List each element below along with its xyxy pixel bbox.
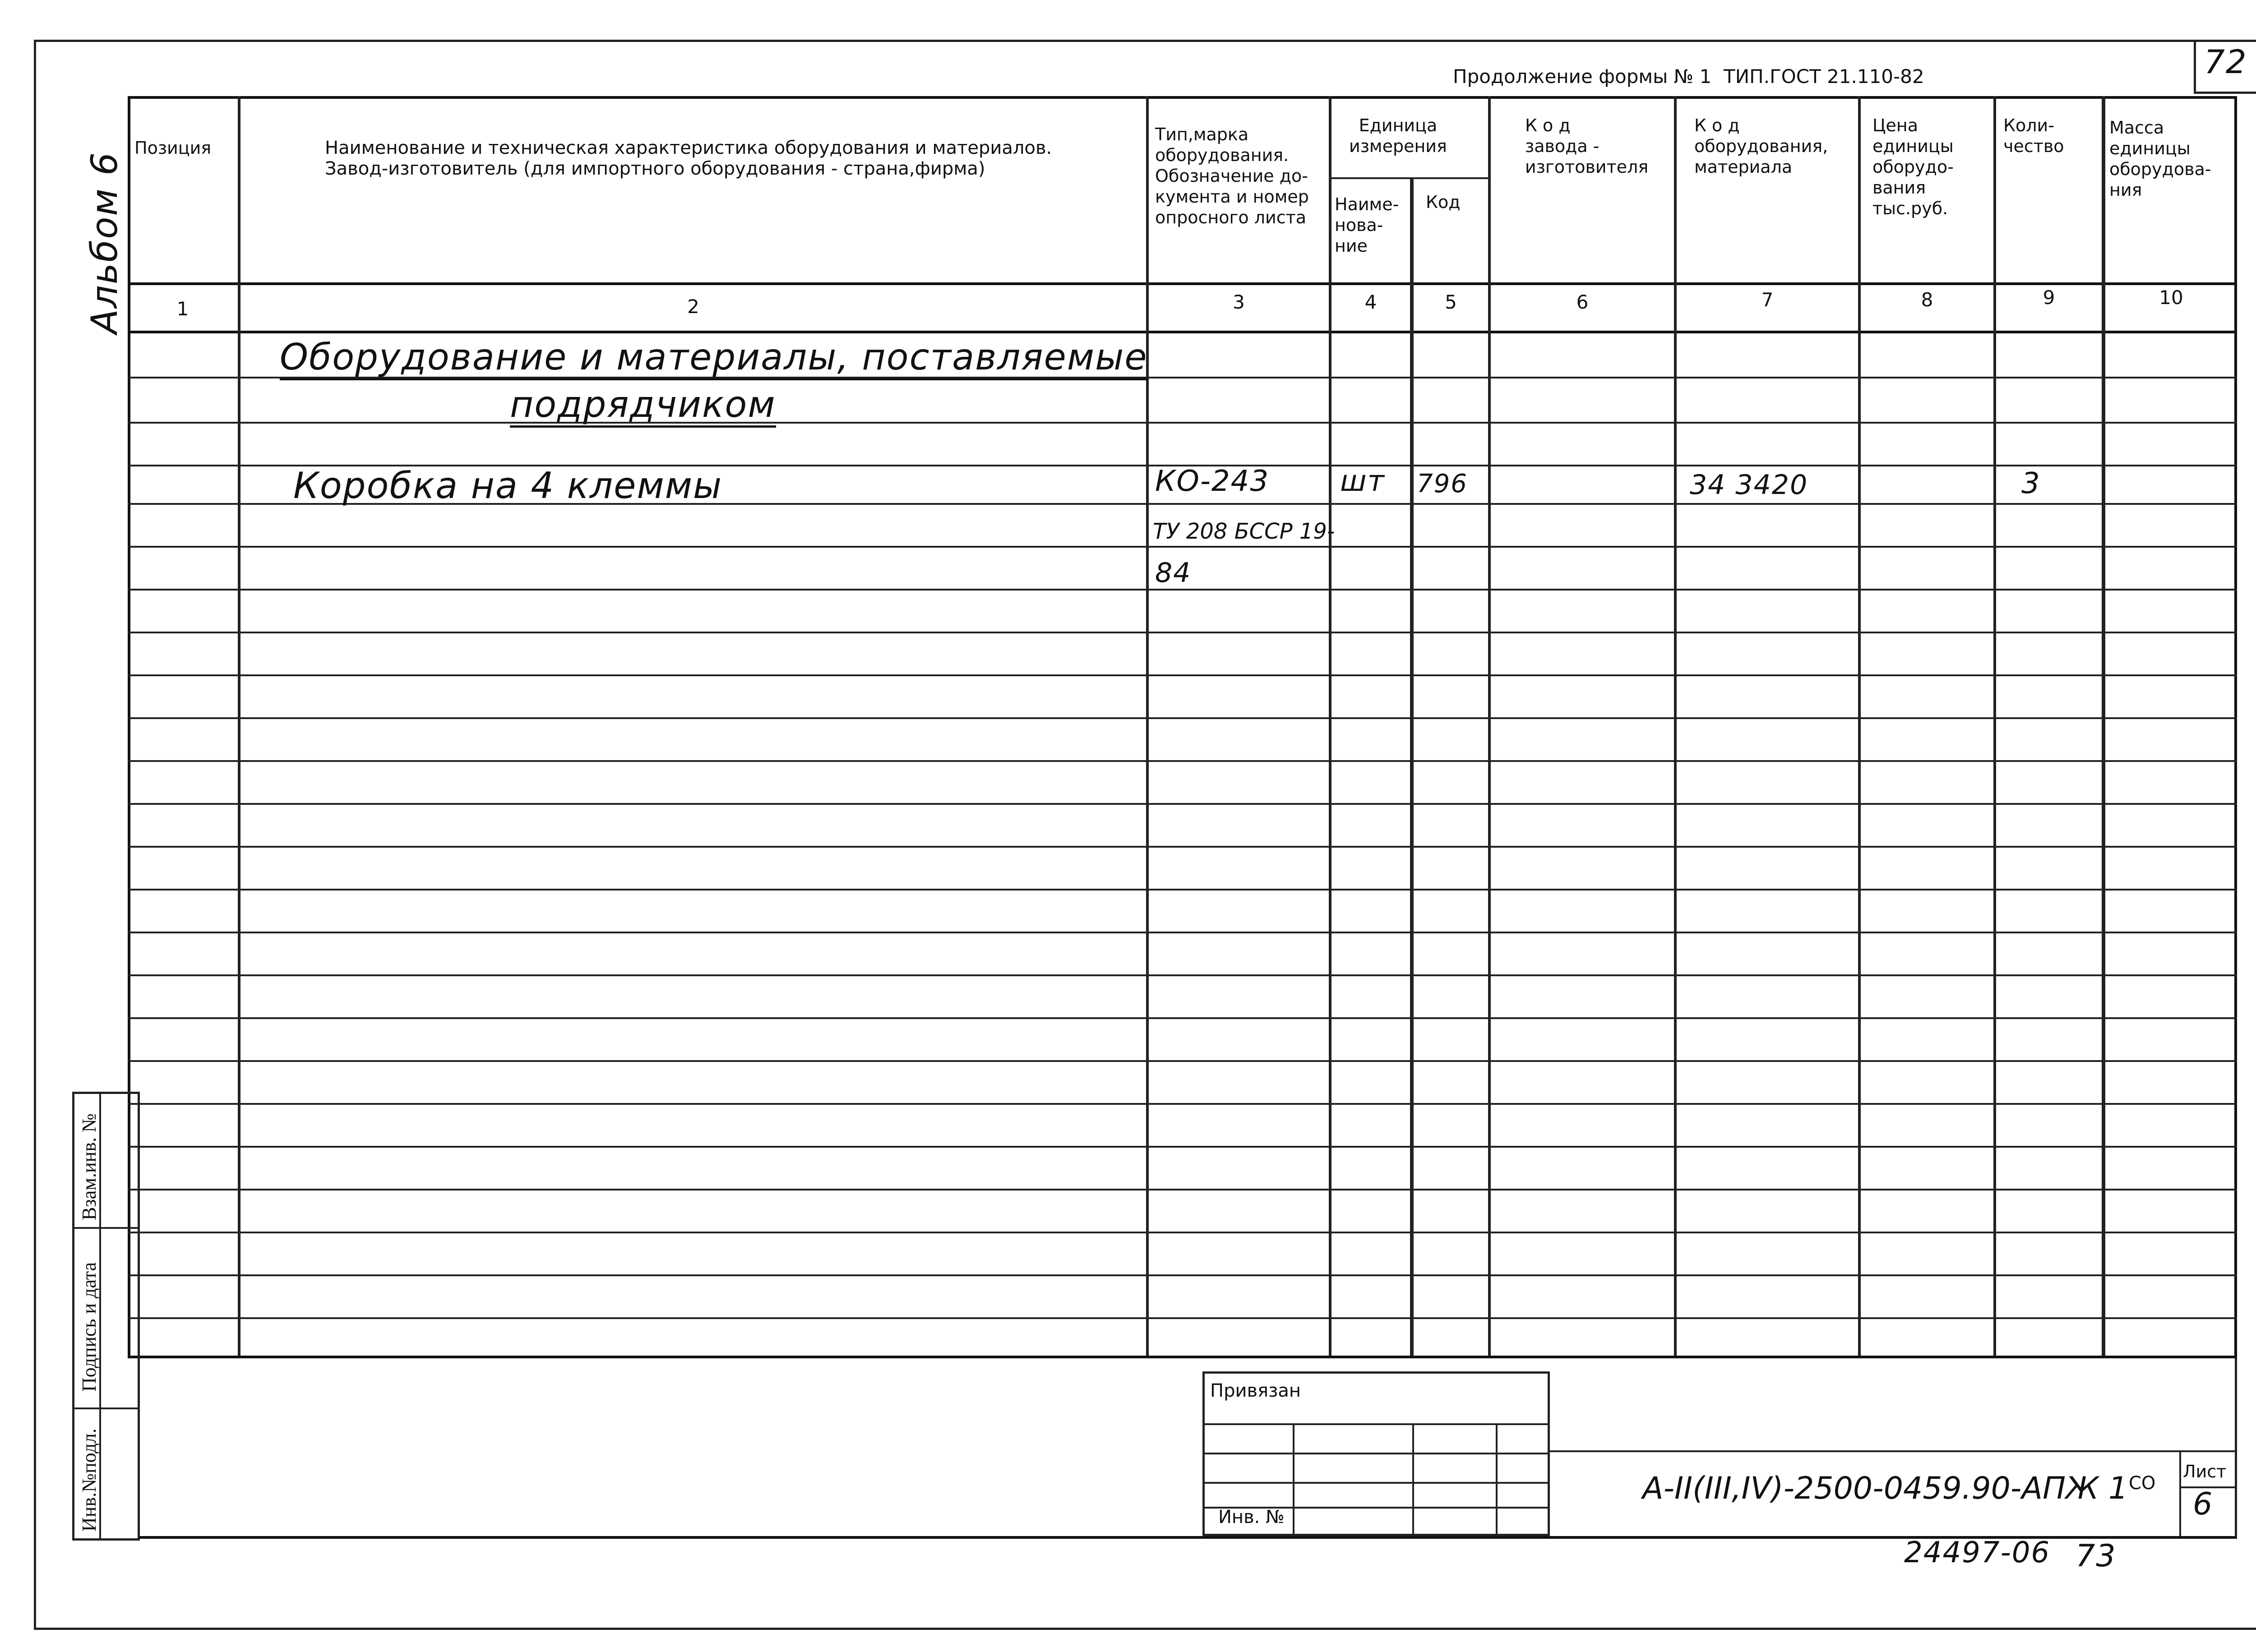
header-quantity: Коли- чество [2003, 115, 2064, 156]
side-stamp-podpis: Подпись и дата [78, 1262, 100, 1392]
col-divider-6 [1674, 96, 1677, 1358]
colnum-6: 6 [1576, 291, 1589, 313]
unit-subheader-line [1330, 177, 1488, 179]
side-stamp-row-line [72, 1407, 140, 1409]
col-divider-1 [238, 96, 240, 1358]
bottom-page: 73 [2076, 1538, 2117, 1574]
row-line [128, 1060, 2237, 1062]
row-line [128, 632, 2237, 633]
header-factory-code: К о д завода - изготовителя [1525, 115, 1649, 177]
privyazan-divider [1293, 1423, 1294, 1536]
col-divider-7 [1858, 96, 1861, 1358]
row-line [128, 760, 2237, 762]
item-equipment-code: 34 3420 [1690, 469, 1808, 501]
item-quantity: 3 [2021, 467, 2041, 500]
privyazan-divider [1496, 1423, 1498, 1536]
header-equipment-code: К о д оборудования, материала [1694, 115, 1828, 177]
row-line [128, 1189, 2237, 1191]
header-price: Цена единицы оборудо- вания тыс.руб. [1872, 115, 1954, 218]
header-unit-name: Наиме- нова- ние [1335, 194, 1399, 256]
row-line [128, 717, 2237, 719]
side-stamp-vzam: Взам.инв. № [78, 1113, 100, 1220]
item-type-line1: КО-243 [1155, 465, 1270, 498]
colnum-8: 8 [1921, 289, 1933, 311]
section-title-line1: Оборудование и материалы, поставляемые [280, 336, 1148, 380]
colnum-3: 3 [1233, 291, 1245, 313]
side-stamp-row-line [72, 1227, 140, 1229]
title-block-frame [138, 1358, 2237, 1539]
list-label: Лист [2183, 1462, 2227, 1481]
row-line [128, 889, 2237, 891]
album-label: Альбом 6 [83, 152, 125, 334]
page-number: 72 [2204, 43, 2247, 81]
row-line [128, 1103, 2237, 1105]
header-name: Наименование и техническая характеристика оборудования и материалов. Завод-изготовитель (для импортного оборудования - страна,фирма) [325, 138, 1052, 179]
header-bottom-line [128, 282, 2237, 285]
header-mass: Масса единицы оборудова- ния [2109, 118, 2211, 200]
list-box-divider [2179, 1450, 2181, 1536]
row-line [128, 1274, 2237, 1276]
privyazan-line [1202, 1423, 1550, 1425]
item-unit-code: 796 [1417, 469, 1468, 498]
privyazan-line [1202, 1482, 1550, 1484]
colnum-bottom-line [128, 331, 2237, 333]
inv-no-label: Инв. № [1218, 1507, 1285, 1527]
row-line [128, 846, 2237, 848]
col-divider-4 [1410, 177, 1414, 1358]
item-name: Коробка на 4 клеммы [293, 465, 723, 507]
col-divider-3 [1329, 96, 1331, 1358]
colnum-2: 2 [687, 295, 699, 318]
col-divider-2 [1146, 96, 1149, 1358]
bottom-code: 24497-06 [1904, 1536, 2051, 1569]
row-line [128, 803, 2237, 805]
side-stamp-inv: Инв.№подл. [78, 1428, 100, 1532]
form-caption: Продолжение формы № 1 ТИП.ГОСТ 21.110-82 [1453, 65, 1924, 88]
row-line [128, 422, 2237, 424]
colnum-7: 7 [1761, 289, 1774, 311]
row-line [128, 974, 2237, 976]
colnum-1: 1 [176, 298, 189, 320]
colnum-9: 9 [2043, 286, 2055, 309]
doc-code-top-line [1550, 1450, 2237, 1452]
privyazan-line [1202, 1453, 1550, 1454]
item-type-line2: ТУ 208 БССР 19- [1153, 519, 1335, 544]
co-label: СО [2129, 1473, 2156, 1494]
row-line [128, 674, 2237, 676]
row-line [128, 546, 2237, 548]
row-line [128, 932, 2237, 933]
row-line [128, 589, 2237, 591]
row-line [128, 1232, 2237, 1233]
section-title-line2: подрядчиком [510, 383, 776, 428]
item-type-line3: 84 [1155, 557, 1192, 589]
header-unit-code: Код [1426, 192, 1461, 212]
privyazan-label: Привязан [1210, 1380, 1301, 1401]
item-unit-name: шт [1340, 465, 1385, 498]
row-line [128, 1146, 2237, 1148]
col-divider-8 [1993, 96, 1996, 1358]
document-code: А-II(III,IV)-2500-0459.90-АПЖ 1 [1642, 1471, 2128, 1506]
header-type: Тип,марка оборудования. Обозначение до- кумента и номер опросного листа [1155, 125, 1309, 227]
colnum-10: 10 [2159, 286, 2183, 309]
privyazan-divider [1412, 1423, 1414, 1536]
col-divider-9 [2102, 96, 2105, 1358]
row-line [128, 1317, 2237, 1319]
main-table-frame [128, 96, 2237, 1358]
header-position: Позиция [134, 138, 212, 158]
list-number: 6 [2193, 1486, 2214, 1522]
row-line [128, 1017, 2237, 1019]
colnum-5: 5 [1445, 291, 1457, 313]
colnum-4: 4 [1364, 291, 1377, 313]
header-unit-group: Единица измерения [1349, 115, 1447, 156]
col-divider-5 [1488, 96, 1491, 1358]
